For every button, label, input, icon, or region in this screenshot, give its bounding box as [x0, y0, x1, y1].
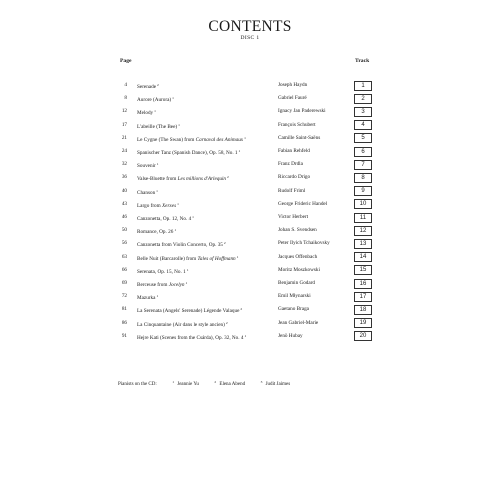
- composer-name: Peter Ilyich Tchaikovsky: [278, 240, 330, 247]
- contents-row: [0, 80, 500, 90]
- piece-title-text: Hejre Kati (Scenes from the Csárda), Op. 32, No. 4: [137, 334, 244, 341]
- track-number-box: 5: [354, 133, 372, 143]
- track-number-box: 16: [354, 279, 372, 289]
- track-number-box: 6: [354, 147, 372, 157]
- contents-row: [0, 238, 500, 248]
- pianist-marker: 2: [240, 307, 243, 312]
- piece-title-text: Melody: [137, 110, 154, 117]
- piece-title-text: Mazurka: [137, 295, 156, 302]
- page-number: 72: [121, 293, 127, 300]
- piece-title: [137, 120, 180, 132]
- piece-title: [137, 304, 242, 316]
- pianists-label: Pianists on the CD:: [118, 382, 157, 387]
- contents-row: [0, 133, 500, 143]
- pianist-marker: 1: [156, 162, 159, 167]
- piece-title: [137, 225, 176, 237]
- piece-title-text: Le Cygne (The Swan) from: [137, 136, 196, 143]
- contents-row: [0, 120, 500, 130]
- piece-title: [137, 186, 158, 198]
- page-number: 32: [121, 161, 127, 168]
- piece-title: [137, 80, 159, 92]
- composer-name: Ignacy Jan Paderewski: [278, 108, 326, 115]
- pianist-marker: 1: [244, 333, 247, 338]
- piece-title-italic: Les millions d'Arlequin: [177, 176, 226, 183]
- page-number: 36: [121, 174, 127, 181]
- composer-name: François Schubert: [278, 121, 316, 128]
- composer-name: Victor Herbert: [278, 214, 309, 220]
- pianist-2-name: Elena Abend: [219, 382, 246, 387]
- pianist-3-marker: 3: [260, 380, 263, 384]
- piece-title: [137, 212, 194, 224]
- contents-row: [0, 278, 500, 288]
- piece-title: [137, 146, 240, 158]
- piece-title: [137, 238, 226, 250]
- contents-row: [0, 225, 500, 235]
- track-number-box: 19: [354, 318, 372, 328]
- piece-title-text: Souvenir: [137, 163, 156, 170]
- piece-title: [137, 331, 246, 343]
- page-number: 8: [124, 95, 127, 102]
- piece-title-text: L'abeille (The Bee): [137, 123, 178, 130]
- piece-title: [137, 278, 187, 290]
- track-number-box: 14: [354, 252, 372, 262]
- track-number-box: 10: [354, 199, 372, 209]
- page-column-header: Page: [120, 58, 132, 64]
- piece-title: [137, 318, 228, 330]
- composer-name: Gaetano Braga: [278, 306, 309, 313]
- track-number-box: 4: [354, 120, 372, 130]
- piece-title-text: Serenata, Op. 15, No. 1: [137, 268, 186, 275]
- track-number-box: 2: [354, 94, 372, 104]
- piece-title-text: Aurore (Aurora): [137, 97, 172, 104]
- page-number: 81: [121, 306, 127, 313]
- composer-name: Emil Młynarski: [278, 293, 311, 300]
- track-number-box: 11: [354, 213, 372, 223]
- page-number: 50: [121, 227, 127, 234]
- track-number-box: 17: [354, 292, 372, 302]
- pianist-marker: 1: [178, 122, 180, 127]
- pianist-2-marker: 2: [214, 380, 217, 384]
- contents-row: [0, 318, 500, 328]
- page-number: 56: [121, 240, 127, 247]
- composer-name: Franz Drdla: [278, 161, 303, 168]
- piece-title: [137, 106, 156, 118]
- contents-row: [0, 291, 500, 301]
- pianist-marker: 1: [156, 188, 158, 193]
- page-number: 24: [121, 148, 127, 154]
- page-number: 86: [121, 319, 127, 326]
- piece-title-text: Romance, Op. 26: [137, 229, 174, 236]
- piece-title: [137, 159, 158, 171]
- pianist-marker: 2: [227, 175, 229, 180]
- contents-row: [0, 331, 500, 341]
- composer-name: George Frideric Handel: [278, 200, 328, 207]
- composer-name: Benjamin Godard: [278, 280, 316, 286]
- piece-title: [137, 265, 188, 277]
- track-number-box: 9: [354, 186, 372, 196]
- composer-name: Joseph Haydn: [278, 82, 308, 88]
- track-number-box: 8: [354, 173, 372, 183]
- piece-title-text: La Serenata (Angels' Serenade) Légende Valaque: [137, 308, 240, 315]
- pianists-credit: [118, 380, 292, 387]
- piece-title-text: Canzonetta from Violin Concerto, Op. 35: [137, 242, 223, 249]
- track-number-box: 18: [354, 305, 372, 315]
- page-number: 40: [121, 187, 127, 194]
- page-number: 17: [121, 121, 127, 128]
- contents-row: [0, 252, 500, 262]
- page-number: 91: [121, 332, 127, 339]
- piece-title-text: Largo from: [137, 202, 162, 209]
- composer-name: Moritz Moszkowski: [278, 266, 320, 273]
- piece-title: [137, 291, 158, 303]
- track-number-box: 1: [354, 81, 372, 91]
- page-number: 46: [121, 214, 127, 220]
- piece-title: [137, 133, 246, 145]
- pianist-3-name: Judit Jaimes: [265, 382, 291, 387]
- composer-name: Gabriel Fauré: [278, 95, 307, 102]
- piece-title: [137, 172, 229, 184]
- page-number: 21: [121, 134, 127, 141]
- piece-title: [137, 93, 174, 105]
- page-number: 4: [124, 82, 127, 88]
- pianist-marker: 1: [172, 96, 174, 101]
- contents-row: [0, 199, 500, 209]
- page-number: 63: [121, 253, 127, 260]
- pianist-marker: 2: [223, 241, 226, 246]
- pianist-1-marker: 1: [172, 380, 175, 384]
- pianist-marker: 1: [236, 254, 239, 259]
- pianist-marker: 1: [177, 201, 179, 206]
- piece-title-text: Canzonetta, Op. 12, No. 4: [137, 216, 192, 222]
- piece-title-text: La Cinquantaine (Air dans le style ancien): [137, 321, 225, 328]
- track-number-box: 15: [354, 265, 372, 275]
- piece-title-text: Belle Nuit (Barcarolle) from: [137, 255, 198, 262]
- pianist-1-name: Jeannie Yu: [177, 382, 199, 387]
- pianist-marker: 2: [225, 320, 228, 325]
- contents-row: [0, 106, 500, 116]
- contents-row: [0, 304, 500, 314]
- piece-title-text: Berceuse from: [137, 282, 169, 288]
- piece-title-italic: Jocelyn: [168, 282, 185, 288]
- contents-row: [0, 172, 500, 182]
- pianist-marker: 2: [157, 83, 159, 87]
- piece-title-italic: Xerxes: [161, 202, 177, 209]
- piece-title-italic: Carnaval des Animaux: [195, 136, 244, 143]
- pianist-marker: 1: [174, 228, 177, 233]
- page-title: CONTENTS: [208, 18, 292, 35]
- piece-title-text: Chanson: [137, 189, 156, 196]
- contents-row: [0, 265, 500, 275]
- piece-title: [137, 199, 179, 211]
- pianist-marker: 1: [238, 149, 241, 153]
- track-number-box: 12: [354, 226, 372, 236]
- page-number: 66: [121, 266, 127, 273]
- composer-name: Jean Gabriel-Marie: [278, 319, 319, 326]
- track-number-box: 3: [354, 107, 372, 117]
- page-number: 12: [121, 108, 127, 115]
- contents-row: [0, 146, 500, 156]
- track-column-header: Track: [355, 58, 370, 64]
- piece-title: [137, 252, 238, 264]
- composer-name: Jenö Hubay: [278, 332, 303, 339]
- page-number: 43: [121, 200, 127, 207]
- contents-row: [0, 212, 500, 222]
- composer-name: Rudolf Friml: [278, 187, 306, 194]
- contents-row: [0, 186, 500, 196]
- piece-title-text: Valse-Bluette from: [137, 176, 178, 183]
- pianist-marker: 1: [244, 135, 246, 140]
- contents-row: [0, 159, 500, 169]
- pianist-marker: 1: [192, 215, 194, 219]
- pianist-marker: 1: [186, 267, 189, 272]
- composer-name: Johan S. Svendsen: [278, 227, 317, 234]
- pianist-marker: 1: [185, 281, 188, 285]
- pianist-marker: 1: [156, 294, 159, 299]
- contents-row: [0, 93, 500, 103]
- track-number-box: 13: [354, 239, 372, 249]
- piece-title-text: Serenade: [137, 84, 157, 90]
- piece-title-text: Spanischer Tanz (Spanish Dance), Op. 58, No. 1: [137, 150, 238, 156]
- track-number-box: 7: [354, 160, 372, 170]
- composer-name: Riccardo Drigo: [278, 174, 311, 181]
- composer-name: Jacques Offenbach: [278, 253, 318, 260]
- disc-label: DISC 1: [240, 35, 260, 41]
- composer-name: Camille Saint-Saëns: [278, 134, 321, 141]
- page-number: 69: [121, 280, 127, 286]
- piece-title-italic: Tales of Hoffmann: [197, 255, 236, 262]
- track-number-box: 20: [354, 331, 372, 341]
- pianist-marker: 1: [154, 109, 156, 114]
- composer-name: Fabian Rehfeld: [278, 148, 310, 154]
